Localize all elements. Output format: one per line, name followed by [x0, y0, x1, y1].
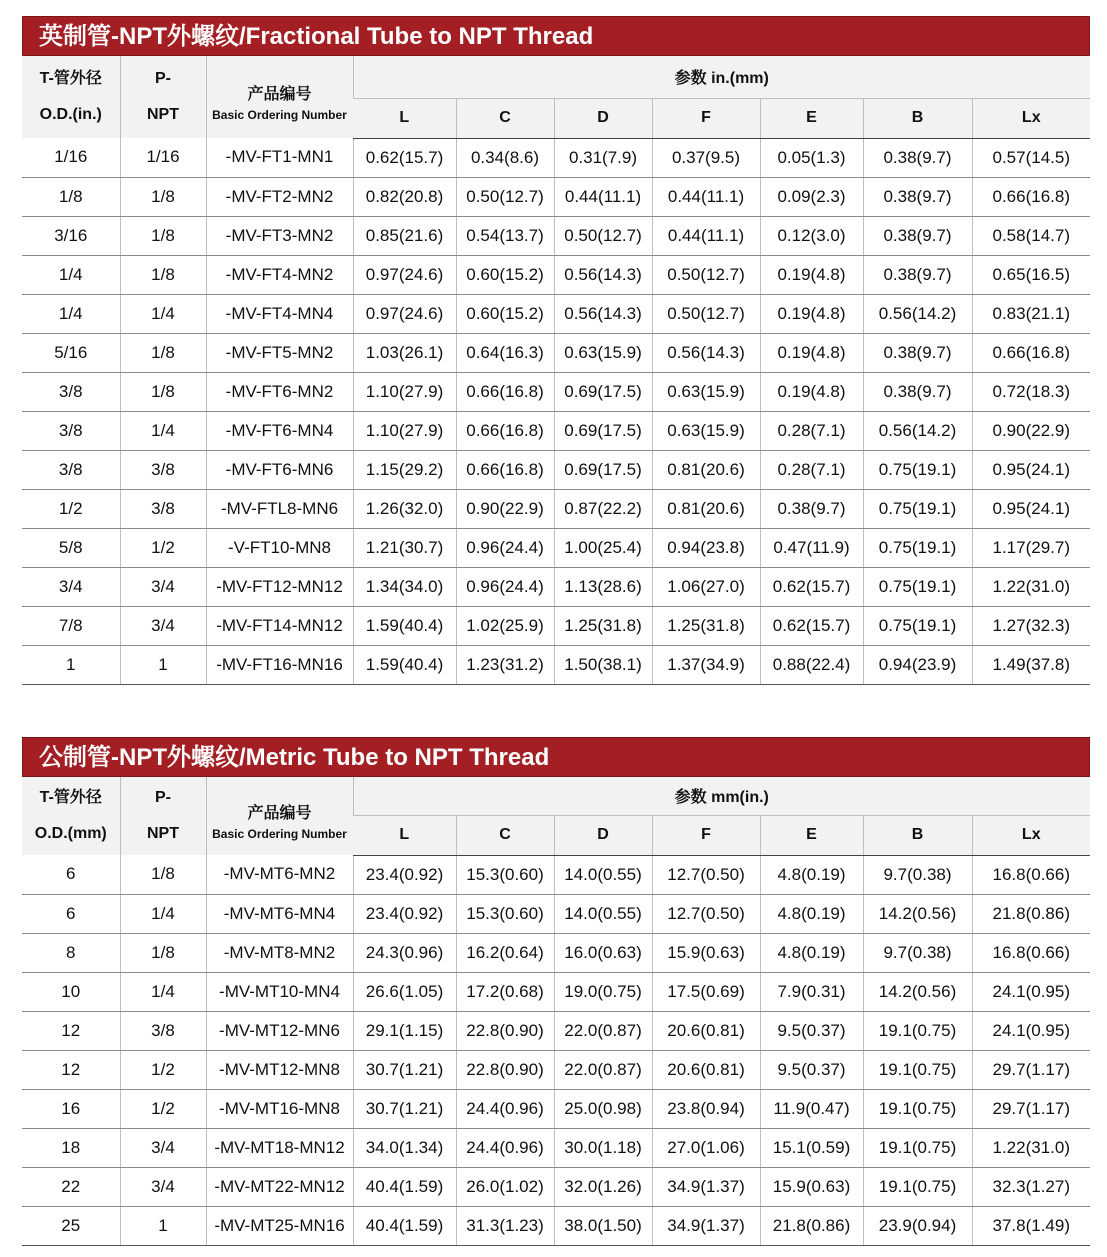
table-cell: 1.25(31.8) [554, 606, 652, 645]
table-cell: 0.66(16.8) [456, 372, 554, 411]
table-cell: 0.44(11.1) [652, 177, 760, 216]
table-row [22, 1128, 1090, 1167]
table-cell: 5/16 [22, 333, 120, 372]
col-F: F [652, 98, 760, 138]
table-cell: 1.03(26.1) [353, 333, 456, 372]
table-cell: 0.90(22.9) [456, 489, 554, 528]
table-cell: 0.60(15.2) [456, 294, 554, 333]
table-cell: 0.57(14.5) [972, 138, 1090, 177]
table-cell: 0.66(16.8) [456, 411, 554, 450]
section-title: 英制管-NPT外螺纹/Fractional Tube to NPT Thread [22, 16, 1090, 56]
table-cell: 0.97(24.6) [353, 294, 456, 333]
table-cell: 1/4 [120, 294, 206, 333]
table-cell: 6 [22, 855, 120, 894]
col-Lx: Lx [972, 815, 1090, 855]
table-cell: 0.34(8.6) [456, 138, 554, 177]
table-cell: -MV-MT6-MN4 [206, 894, 353, 933]
table-cell: 38.0(1.50) [554, 1206, 652, 1245]
table-cell: 16.0(0.63) [554, 933, 652, 972]
table-cell: -V-FT10-MN8 [206, 528, 353, 567]
table-cell: 1.26(32.0) [353, 489, 456, 528]
table-cell: 0.56(14.3) [652, 333, 760, 372]
table-cell: 1/4 [120, 894, 206, 933]
table-cell: -MV-FT4-MN4 [206, 294, 353, 333]
table-row [22, 567, 1090, 606]
table-cell: -MV-MT8-MN2 [206, 933, 353, 972]
table-cell: 14.2(0.56) [863, 972, 972, 1011]
table-cell: 3/8 [120, 489, 206, 528]
table-cell: 9.5(0.37) [760, 1050, 863, 1089]
table-cell: 0.31(7.9) [554, 138, 652, 177]
table-cell: 0.38(9.7) [863, 333, 972, 372]
table-cell: 20.6(0.81) [652, 1011, 760, 1050]
table-cell: 9.7(0.38) [863, 855, 972, 894]
table-cell: 0.75(19.1) [863, 606, 972, 645]
table-cell: 1/4 [120, 972, 206, 1011]
table-cell: 10 [22, 972, 120, 1011]
table-cell: 1/4 [22, 294, 120, 333]
table-cell: 19.1(0.75) [863, 1167, 972, 1206]
col-C: C [456, 815, 554, 855]
col-D: D [554, 98, 652, 138]
table-cell: 0.88(22.4) [760, 645, 863, 684]
table-cell: 0.12(3.0) [760, 216, 863, 255]
table-cell: 22.8(0.90) [456, 1050, 554, 1089]
table-cell: 21.8(0.86) [760, 1206, 863, 1245]
table-cell: 1/8 [120, 333, 206, 372]
table-cell: 0.38(9.7) [863, 372, 972, 411]
table-cell: 30.0(1.18) [554, 1128, 652, 1167]
table-cell: -MV-FT12-MN12 [206, 567, 353, 606]
table-cell: 1/8 [120, 177, 206, 216]
table-cell: 0.62(15.7) [353, 138, 456, 177]
table-cell: -MV-FT5-MN2 [206, 333, 353, 372]
table-cell: 1.10(27.9) [353, 411, 456, 450]
table-cell: 1.22(31.0) [972, 567, 1090, 606]
table-cell: -MV-MT16-MN8 [206, 1089, 353, 1128]
table-cell: 22.0(0.87) [554, 1011, 652, 1050]
table-cell: 0.62(15.7) [760, 606, 863, 645]
table-cell: -MV-MT22-MN12 [206, 1167, 353, 1206]
col-B: B [863, 98, 972, 138]
table-cell: 0.50(12.7) [554, 216, 652, 255]
table-cell: 0.75(19.1) [863, 567, 972, 606]
table-cell: 0.75(19.1) [863, 528, 972, 567]
table-cell: 19.1(0.75) [863, 1128, 972, 1167]
table-cell: 15.1(0.59) [760, 1128, 863, 1167]
table-cell: 0.47(11.9) [760, 528, 863, 567]
table-row [22, 411, 1090, 450]
table-cell: 3/4 [120, 1128, 206, 1167]
table-cell: 0.85(21.6) [353, 216, 456, 255]
table-cell: 31.3(1.23) [456, 1206, 554, 1245]
od-header: T-管外径 O.D.(in.) [22, 56, 120, 138]
table-row [22, 294, 1090, 333]
table-cell: 30.7(1.21) [353, 1050, 456, 1089]
table-cell: 7/8 [22, 606, 120, 645]
table-cell: 21.8(0.86) [972, 894, 1090, 933]
table-cell: 19.1(0.75) [863, 1089, 972, 1128]
table-cell: 24.1(0.95) [972, 1011, 1090, 1050]
table-cell: 0.90(22.9) [972, 411, 1090, 450]
table-cell: 17.2(0.68) [456, 972, 554, 1011]
table-cell: 9.7(0.38) [863, 933, 972, 972]
col-Lx: Lx [972, 98, 1090, 138]
table-row [22, 1011, 1090, 1050]
table-cell: 12 [22, 1011, 120, 1050]
table-cell: 1.49(37.8) [972, 645, 1090, 684]
table-cell: 1/8 [120, 933, 206, 972]
table-cell: 0.09(2.3) [760, 177, 863, 216]
table-cell: 23.4(0.92) [353, 894, 456, 933]
fractional-table-body [22, 138, 1090, 684]
table-cell: -MV-FTL8-MN6 [206, 489, 353, 528]
table-cell: 6 [22, 894, 120, 933]
table-cell: 0.65(16.5) [972, 255, 1090, 294]
table-cell: 1/2 [120, 1050, 206, 1089]
table-cell: 1.23(31.2) [456, 645, 554, 684]
metric-table-body [22, 855, 1090, 1245]
table-cell: 29.7(1.17) [972, 1050, 1090, 1089]
table-cell: 3/8 [120, 1011, 206, 1050]
table-row [22, 855, 1090, 894]
table-cell: 1 [120, 1206, 206, 1245]
col-D: D [554, 815, 652, 855]
npt-header: P- NPT [120, 56, 206, 138]
table-cell: 1.37(34.9) [652, 645, 760, 684]
table-cell: 3/16 [22, 216, 120, 255]
table-cell: 0.19(4.8) [760, 372, 863, 411]
table-cell: 22.0(0.87) [554, 1050, 652, 1089]
table-cell: 30.7(1.21) [353, 1089, 456, 1128]
table-row [22, 933, 1090, 972]
table-cell: 0.83(21.1) [972, 294, 1090, 333]
table-cell: 1/16 [120, 138, 206, 177]
table-cell: 1/8 [120, 255, 206, 294]
table-cell: 1.34(34.0) [353, 567, 456, 606]
table-cell: -MV-FT6-MN6 [206, 450, 353, 489]
table-row [22, 489, 1090, 528]
table-cell: 0.28(7.1) [760, 411, 863, 450]
table-cell: 4.8(0.19) [760, 894, 863, 933]
table-cell: 0.44(11.1) [652, 216, 760, 255]
table-row [22, 1167, 1090, 1206]
table-cell: 16.2(0.64) [456, 933, 554, 972]
table-cell: 0.69(17.5) [554, 450, 652, 489]
table-cell: 1/2 [120, 528, 206, 567]
table-cell: 1.25(31.8) [652, 606, 760, 645]
table-row [22, 528, 1090, 567]
table-row [22, 372, 1090, 411]
table-cell: 15.9(0.63) [652, 933, 760, 972]
table-cell: 0.56(14.3) [554, 294, 652, 333]
table-cell: 1.00(25.4) [554, 528, 652, 567]
table-cell: 0.81(20.6) [652, 489, 760, 528]
table-cell: -MV-FT6-MN2 [206, 372, 353, 411]
table-row [22, 1206, 1090, 1245]
table-cell: 0.05(1.3) [760, 138, 863, 177]
part-number-header: 产品编号 Basic Ordering Number [206, 777, 353, 855]
table-cell: 0.58(14.7) [972, 216, 1090, 255]
table-cell: -MV-FT6-MN4 [206, 411, 353, 450]
table-cell: 34.0(1.34) [353, 1128, 456, 1167]
table-cell: 24.4(0.96) [456, 1128, 554, 1167]
table-cell: 11.9(0.47) [760, 1089, 863, 1128]
table-cell: 5/8 [22, 528, 120, 567]
table-cell: 1/4 [22, 255, 120, 294]
table-cell: 12.7(0.50) [652, 855, 760, 894]
table-cell: 0.95(24.1) [972, 489, 1090, 528]
table-cell: 29.1(1.15) [353, 1011, 456, 1050]
table-row [22, 1089, 1090, 1128]
table-cell: 34.9(1.37) [652, 1167, 760, 1206]
table-cell: 3/8 [22, 450, 120, 489]
table-cell: 17.5(0.69) [652, 972, 760, 1011]
table-cell: 1.21(30.7) [353, 528, 456, 567]
table-cell: 0.28(7.1) [760, 450, 863, 489]
section-title: 公制管-NPT外螺纹/Metric Tube to NPT Thread [22, 737, 1090, 777]
table-cell: 1/8 [120, 855, 206, 894]
table-row [22, 255, 1090, 294]
table-cell: 0.56(14.2) [863, 411, 972, 450]
table-cell: 0.82(20.8) [353, 177, 456, 216]
table-cell: 1.59(40.4) [353, 645, 456, 684]
table-cell: 1.15(29.2) [353, 450, 456, 489]
table-cell: 4.8(0.19) [760, 933, 863, 972]
table-row [22, 894, 1090, 933]
table-cell: 0.62(15.7) [760, 567, 863, 606]
table-cell: 0.38(9.7) [863, 138, 972, 177]
fractional-tube-section [22, 16, 1090, 685]
table-cell: 3/8 [120, 450, 206, 489]
table-cell: 0.81(20.6) [652, 450, 760, 489]
table-row [22, 177, 1090, 216]
table-cell: 24.3(0.96) [353, 933, 456, 972]
table-cell: 1.02(25.9) [456, 606, 554, 645]
table-cell: 22.8(0.90) [456, 1011, 554, 1050]
table-cell: 0.96(24.4) [456, 528, 554, 567]
table-cell: 19.0(0.75) [554, 972, 652, 1011]
table-cell: 3/4 [22, 567, 120, 606]
table-cell: 19.1(0.75) [863, 1050, 972, 1089]
table-cell: 1/8 [22, 177, 120, 216]
table-cell: 1/16 [22, 138, 120, 177]
table-cell: 0.97(24.6) [353, 255, 456, 294]
fractional-spec-table [22, 56, 1090, 685]
table-cell: 27.0(1.06) [652, 1128, 760, 1167]
table-cell: 9.5(0.37) [760, 1011, 863, 1050]
table-row [22, 972, 1090, 1011]
table-cell: 0.44(11.1) [554, 177, 652, 216]
table-cell: 29.7(1.17) [972, 1089, 1090, 1128]
table-cell: 0.19(4.8) [760, 333, 863, 372]
table-cell: 12.7(0.50) [652, 894, 760, 933]
table-cell: 23.9(0.94) [863, 1206, 972, 1245]
table-cell: 4.8(0.19) [760, 855, 863, 894]
table-cell: -MV-MT12-MN6 [206, 1011, 353, 1050]
table-cell: 8 [22, 933, 120, 972]
col-C: C [456, 98, 554, 138]
table-cell: 1.17(29.7) [972, 528, 1090, 567]
table-cell: 32.3(1.27) [972, 1167, 1090, 1206]
table-cell: 20.6(0.81) [652, 1050, 760, 1089]
table-cell: 0.63(15.9) [652, 411, 760, 450]
table-cell: -MV-MT10-MN4 [206, 972, 353, 1011]
table-cell: 0.94(23.8) [652, 528, 760, 567]
table-cell: -MV-FT16-MN16 [206, 645, 353, 684]
table-cell: 32.0(1.26) [554, 1167, 652, 1206]
table-cell: 0.66(16.8) [972, 177, 1090, 216]
table-cell: 0.96(24.4) [456, 567, 554, 606]
metric-tube-section [22, 737, 1090, 1246]
metric-spec-table [22, 777, 1090, 1246]
table-cell: 24.4(0.96) [456, 1089, 554, 1128]
table-cell: 16.8(0.66) [972, 933, 1090, 972]
table-cell: 40.4(1.59) [353, 1206, 456, 1245]
table-cell: 0.63(15.9) [554, 333, 652, 372]
col-F: F [652, 815, 760, 855]
table-cell: 0.50(12.7) [456, 177, 554, 216]
table-cell: 40.4(1.59) [353, 1167, 456, 1206]
table-cell: 0.56(14.2) [863, 294, 972, 333]
part-number-header: 产品编号 Basic Ordering Number [206, 56, 353, 138]
table-cell: 0.64(16.3) [456, 333, 554, 372]
table-cell: -MV-MT18-MN12 [206, 1128, 353, 1167]
table-cell: 0.56(14.3) [554, 255, 652, 294]
table-cell: -MV-FT3-MN2 [206, 216, 353, 255]
table-cell: 1/2 [22, 489, 120, 528]
table-cell: 7.9(0.31) [760, 972, 863, 1011]
table-cell: 15.3(0.60) [456, 894, 554, 933]
table-cell: 3/4 [120, 567, 206, 606]
table-cell: -MV-FT14-MN12 [206, 606, 353, 645]
table-cell: 1/8 [120, 216, 206, 255]
table-cell: 0.50(12.7) [652, 255, 760, 294]
table-row [22, 138, 1090, 177]
table-cell: 1/2 [120, 1089, 206, 1128]
table-cell: 34.9(1.37) [652, 1206, 760, 1245]
table-cell: 1 [22, 645, 120, 684]
table-cell: 0.94(23.9) [863, 645, 972, 684]
table-row [22, 333, 1090, 372]
table-cell: 0.38(9.7) [760, 489, 863, 528]
table-cell: 0.72(18.3) [972, 372, 1090, 411]
table-cell: 1.13(28.6) [554, 567, 652, 606]
table-cell: 3/4 [120, 1167, 206, 1206]
table-cell: 3/4 [120, 606, 206, 645]
table-cell: 1.59(40.4) [353, 606, 456, 645]
col-L: L [353, 815, 456, 855]
col-E: E [760, 815, 863, 855]
table-cell: 23.8(0.94) [652, 1089, 760, 1128]
table-row [22, 216, 1090, 255]
table-row [22, 606, 1090, 645]
table-cell: 16 [22, 1089, 120, 1128]
table-cell: 1/8 [120, 372, 206, 411]
table-cell: 0.75(19.1) [863, 489, 972, 528]
table-cell: 1.10(27.9) [353, 372, 456, 411]
table-cell: 0.60(15.2) [456, 255, 554, 294]
table-cell: -MV-MT6-MN2 [206, 855, 353, 894]
table-cell: 18 [22, 1128, 120, 1167]
table-cell: 1.27(32.3) [972, 606, 1090, 645]
table-cell: 1 [120, 645, 206, 684]
table-cell: 0.19(4.8) [760, 294, 863, 333]
table-cell: 1/4 [120, 411, 206, 450]
table-cell: 0.66(16.8) [972, 333, 1090, 372]
table-cell: 14.2(0.56) [863, 894, 972, 933]
table-cell: 0.37(9.5) [652, 138, 760, 177]
table-cell: 15.9(0.63) [760, 1167, 863, 1206]
table-cell: 26.0(1.02) [456, 1167, 554, 1206]
table-cell: 23.4(0.92) [353, 855, 456, 894]
table-cell: -MV-MT12-MN8 [206, 1050, 353, 1089]
table-cell: 0.63(15.9) [652, 372, 760, 411]
table-row [22, 645, 1090, 684]
table-cell: 1.50(38.1) [554, 645, 652, 684]
table-cell: -MV-FT4-MN2 [206, 255, 353, 294]
table-cell: 0.69(17.5) [554, 372, 652, 411]
table-cell: 12 [22, 1050, 120, 1089]
table-cell: 14.0(0.55) [554, 855, 652, 894]
table-cell: 0.75(19.1) [863, 450, 972, 489]
params-header: 参数 mm(in.) [353, 777, 1090, 815]
table-row [22, 450, 1090, 489]
npt-header: P- NPT [120, 777, 206, 855]
table-cell: 3/8 [22, 372, 120, 411]
table-cell: 25 [22, 1206, 120, 1245]
table-cell: 0.38(9.7) [863, 216, 972, 255]
table-cell: 3/8 [22, 411, 120, 450]
col-L: L [353, 98, 456, 138]
table-cell: 0.95(24.1) [972, 450, 1090, 489]
col-B: B [863, 815, 972, 855]
table-cell: 24.1(0.95) [972, 972, 1090, 1011]
table-cell: 0.87(22.2) [554, 489, 652, 528]
table-cell: 1.06(27.0) [652, 567, 760, 606]
table-cell: 0.50(12.7) [652, 294, 760, 333]
od-header: T-管外径 O.D.(mm) [22, 777, 120, 855]
table-cell: 0.66(16.8) [456, 450, 554, 489]
table-cell: 0.54(13.7) [456, 216, 554, 255]
params-header: 参数 in.(mm) [353, 56, 1090, 98]
table-cell: 0.38(9.7) [863, 255, 972, 294]
table-cell: 14.0(0.55) [554, 894, 652, 933]
table-row [22, 1050, 1090, 1089]
table-cell: 26.6(1.05) [353, 972, 456, 1011]
table-cell: 0.69(17.5) [554, 411, 652, 450]
table-cell: 0.38(9.7) [863, 177, 972, 216]
col-E: E [760, 98, 863, 138]
table-cell: 22 [22, 1167, 120, 1206]
table-cell: -MV-FT1-MN1 [206, 138, 353, 177]
table-cell: -MV-MT25-MN16 [206, 1206, 353, 1245]
table-cell: 1.22(31.0) [972, 1128, 1090, 1167]
table-cell: 37.8(1.49) [972, 1206, 1090, 1245]
table-cell: -MV-FT2-MN2 [206, 177, 353, 216]
table-cell: 15.3(0.60) [456, 855, 554, 894]
table-cell: 25.0(0.98) [554, 1089, 652, 1128]
table-cell: 0.19(4.8) [760, 255, 863, 294]
table-cell: 19.1(0.75) [863, 1011, 972, 1050]
table-cell: 16.8(0.66) [972, 855, 1090, 894]
